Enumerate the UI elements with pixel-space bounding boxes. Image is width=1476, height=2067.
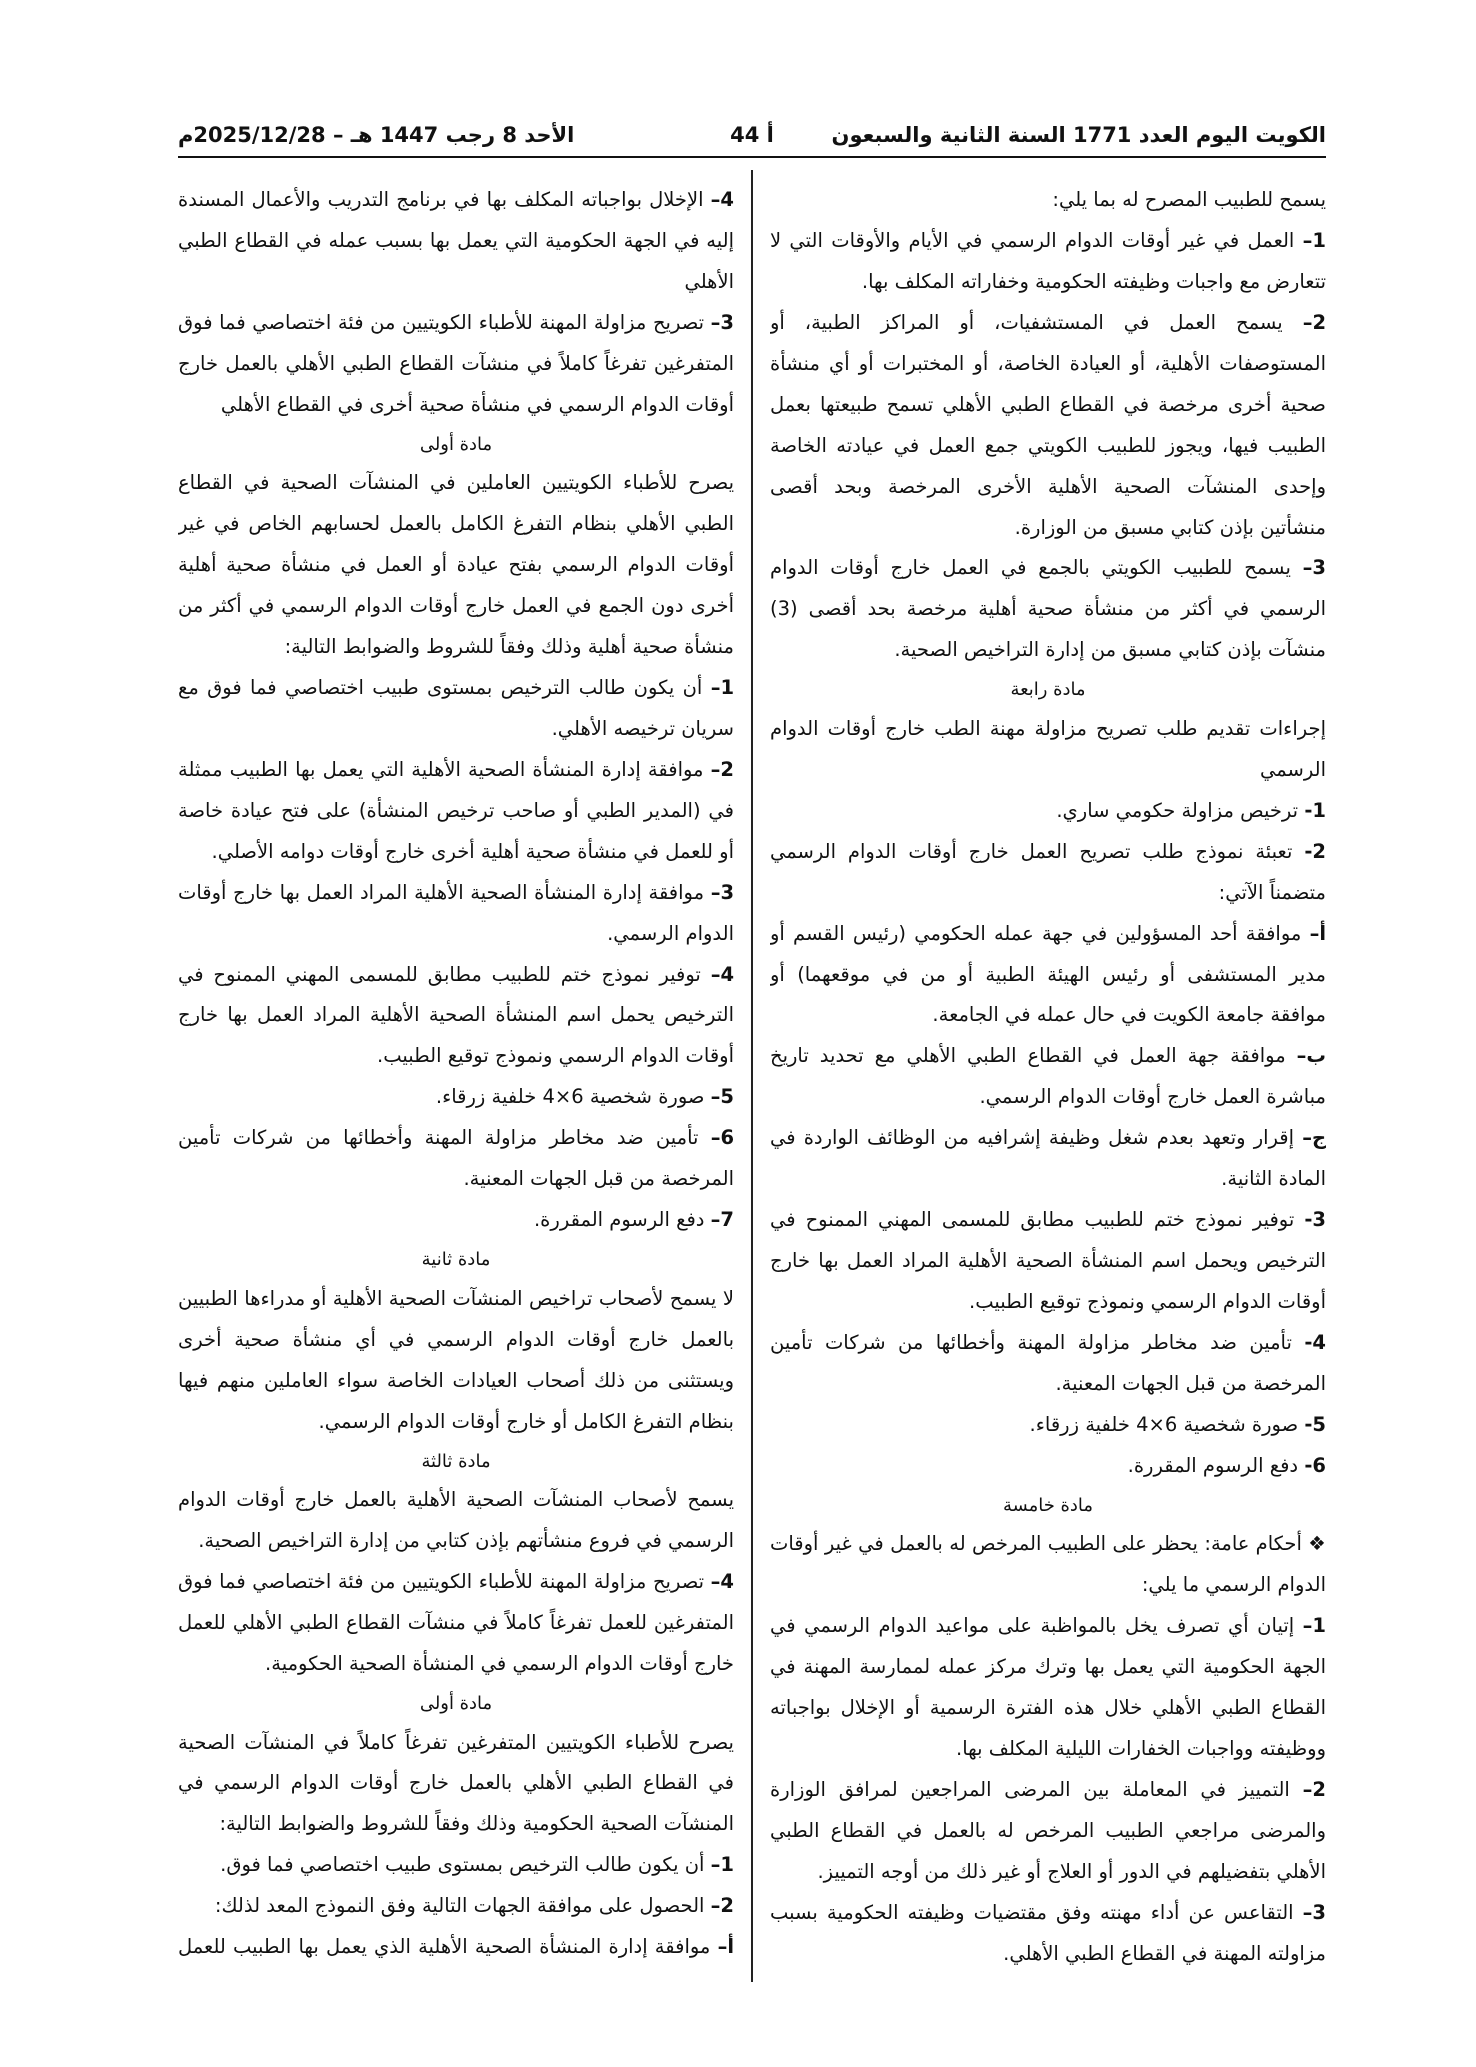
diamond-bullet-icon: ❖ bbox=[1308, 1532, 1326, 1556]
list-number: 6- bbox=[1304, 1453, 1326, 1477]
list-item-text: تصريح مزاولة المهنة للأطباء الكويتيين من فئة اختصاصي فما فوق المتفرغين للعمل تفرغاً كاملاً في منشآت القطاع الطبي الأهلي للعمل خارج أوقات الدوام الرسمي في المنشأة الصحية الحكومية. bbox=[178, 1570, 734, 1675]
list-number: 5– bbox=[710, 1085, 734, 1109]
article-heading: مادة أولى bbox=[419, 1692, 493, 1714]
list-item bbox=[178, 1200, 734, 1241]
column-divider bbox=[751, 170, 753, 1982]
list-number: 3- bbox=[1304, 1208, 1326, 1232]
list-item-text: تعبئة نموذج طلب تصريح العمل خارج أوقات الدوام الرسمي متضمناً الآتي: bbox=[770, 839, 1326, 904]
list-item bbox=[178, 1118, 734, 1200]
list-item-text: إقرار وتعهد بعدم شغل وظيفة إشرافيه من الوظائف الواردة في المادة الثانية. bbox=[770, 1126, 1326, 1191]
list-item-text: إتيان أي تصرف يخل بالمواظبة على مواعيد الدوام الرسمي في الجهة الحكومية التي يعمل بها وترك مركز عمله لممارسة المهنة في القطاع الطبي الأهلي خلال هذه الفترة الرسمية أو الإخلال بواجباته ووظيفته وواجبات الخفارات الليلية المكلف بها. bbox=[770, 1614, 1326, 1761]
right-column bbox=[770, 180, 1326, 2010]
list-number: 4- bbox=[1304, 1330, 1326, 1354]
list-item bbox=[770, 914, 1326, 1037]
article-heading: مادة خامسة bbox=[1003, 1494, 1093, 1516]
list-item bbox=[770, 1405, 1326, 1446]
page-number: أ 44 bbox=[730, 123, 774, 148]
list-item-text: دفع الرسوم المقررة. bbox=[533, 1208, 705, 1232]
list-item-text: تأمين ضد مخاطر مزاولة المهنة وأخطائها من شركات تأمين المرخصة من قبل الجهات المعنية. bbox=[770, 1330, 1326, 1395]
list-item bbox=[178, 1077, 734, 1118]
list-item-text: صورة شخصية bbox=[1183, 1412, 1299, 1436]
paragraph: يسمح للطبيب المصرح له بما يلي: bbox=[1052, 188, 1326, 211]
list-item bbox=[178, 303, 734, 426]
paragraph: لا يسمح لأصحاب تراخيص المنشآت الصحية الأهلية أو مدراءها الطبيين بالعمل خارج أوقات الدوام الرسمي في أي منشأة صحية أخرى ويستثنى من ذلك أصحاب العيادات الخاصة سواء العاملين منهم فيها بنظام التفرغ الكامل أو خارج أوقات الدوام الرسمي. bbox=[178, 1286, 734, 1433]
list-item bbox=[770, 791, 1326, 832]
list-item-text: أحكام عامة: يحظر على الطبيب المرخص له بالعمل في غير أوقات الدوام الرسمي ما يلي: bbox=[770, 1532, 1326, 1597]
list-number: ج– bbox=[1302, 1126, 1326, 1150]
list-number: ب– bbox=[1296, 1044, 1326, 1068]
list-number: 1– bbox=[710, 675, 734, 699]
list-number: 2- bbox=[1304, 839, 1326, 863]
list-number: 6– bbox=[710, 1126, 734, 1150]
photo-size: 4×6 bbox=[1136, 1412, 1178, 1436]
article-heading: مادة ثالثة bbox=[421, 1450, 491, 1472]
list-item-text: موافقة إدارة المنشأة الصحية الأهلية التي يعمل بها الطبيب ممثلة في (المدير الطبي أو صاحب ترخيص المنشأة) على فتح عيادة خاصة أو للعمل في منشأة صحية أهلية أخرى خارج أوقات دوامه الأصلي. bbox=[178, 757, 734, 863]
list-item bbox=[770, 1200, 1326, 1323]
list-item-text: موافقة إدارة المنشأة الصحية الأهلية المراد العمل بها خارج أوقات الدوام الرسمي. bbox=[178, 880, 734, 945]
list-number: 1– bbox=[1302, 1614, 1326, 1638]
list-item bbox=[178, 1845, 734, 1886]
list-item-text: يسمح العمل في المستشفيات، أو المراكز الطبية، أو المستوصفات الأهلية، أو العيادة الخاصة، أو المختبرات أو أي منشأة صحية أخرى مرخصة في القطاع الطبي الأهلي تسمح طبيعتها بعمل الطبيب فيها، ويجوز للطبيب الكويتي جمع العمل في عيادته الخاصة وإحدى المنشآت الصحية الأهلية الأخرى المرخصة وبحد أقصى منشأتين بإذن كتابي مسبق من الوزارة. bbox=[770, 310, 1326, 539]
list-item-text: ترخيص مزاولة حكومي ساري. bbox=[1056, 798, 1299, 822]
list-number: 3– bbox=[710, 310, 734, 334]
list-item bbox=[770, 1770, 1326, 1893]
list-number: 2– bbox=[1302, 1778, 1326, 1801]
list-item bbox=[178, 1927, 734, 1968]
list-number: 2– bbox=[710, 1894, 734, 1918]
article-heading: مادة أولى bbox=[419, 433, 493, 455]
list-item bbox=[178, 873, 734, 955]
list-item bbox=[770, 1118, 1326, 1200]
list-item bbox=[178, 750, 734, 873]
list-item-text: خلفية زرقاء. bbox=[1029, 1412, 1130, 1436]
article-heading: مادة ثانية bbox=[421, 1249, 491, 1271]
paragraph: يسمح لأصحاب المنشآت الصحية الأهلية بالعمل خارج أوقات الدوام الرسمي في فروع منشأتهم بإذن كتابي من إدارة التراخيص الصحية. bbox=[178, 1488, 734, 1553]
list-number: أ– bbox=[1309, 921, 1326, 945]
list-item-text: تأمين ضد مخاطر مزاولة المهنة وأخطائها من شركات تأمين المرخصة من قبل الجهات المعنية. bbox=[178, 1126, 734, 1191]
list-number: أ– bbox=[717, 1935, 734, 1959]
page-header bbox=[178, 116, 1326, 158]
list-item bbox=[770, 1893, 1326, 1975]
paragraph: يصرح للأطباء الكويتيين العاملين في المنشآت الصحية في القطاع الطبي الأهلي بنظام التفرغ الكامل بالعمل لحسابهم الخاص في غير أوقات الدوام الرسمي بفتح عيادة أو العمل في منشأة صحية أهلية أخرى دون الجمع في العمل خارج أوقات الدوام الرسمي في أكثر من منشأة صحية أهلية وذلك وفقاً للشروط والضوابط التالية: bbox=[178, 471, 734, 659]
list-item-text: الإخلال بواجباته المكلف بها في برنامج التدريب والأعمال المسندة إليه في الجهة الحكومية التي يعمل بها بسبب عمله في القطاع الطبي الأهلي bbox=[178, 188, 734, 293]
issue-info: الكويت اليوم العدد 1771 السنة الثانية والسبعون bbox=[831, 123, 1326, 148]
list-item-text: توفير نموذج ختم للطبيب مطابق للمسمى المهني الممنوح في الترخيص يحمل اسم المنشأة الصحية الأهلية المراد العمل بها خارج أوقات الدوام الرسمي ونموذج توقيع الطبيب. bbox=[178, 962, 734, 1068]
photo-size: 4×6 bbox=[542, 1085, 584, 1109]
list-item bbox=[770, 832, 1326, 914]
list-item bbox=[770, 221, 1326, 303]
list-item bbox=[770, 303, 1326, 549]
list-number: 4– bbox=[710, 1570, 734, 1594]
list-item bbox=[770, 1036, 1326, 1118]
list-item-text: خلفية زرقاء. bbox=[435, 1085, 537, 1109]
list-item-text: التمييز في المعاملة بين المرضى المراجعين لمرافق الوزارة والمرضى مراجعي الطبيب المرخص له بالعمل في القطاع الطبي الأهلي بتفضيلهم في الدور أو العلاج أو غير ذلك من أوجه التمييز. bbox=[770, 1778, 1326, 1883]
list-item-text: موافقة جهة العمل في القطاع الطبي الأهلي مع تحديد تاريخ مباشرة العمل خارج أوقات الدوام الرسمي. bbox=[770, 1044, 1326, 1109]
list-item bbox=[770, 1524, 1326, 1606]
list-item bbox=[178, 1562, 734, 1685]
list-item-text: دفع الرسوم المقررة. bbox=[1127, 1453, 1299, 1477]
list-item-text: التقاعس عن أداء مهنته وفق مقتضيات وظيفته الحكومية بسبب مزاولته المهنة في القطاع الطبي الأهلي. bbox=[770, 1900, 1326, 1965]
list-item-text: العمل في غير أوقات الدوام الرسمي في الأيام والأوقات التي لا تتعارض مع واجبات وظيفته الحكومية وخفاراته المكلف بها. bbox=[770, 228, 1326, 293]
left-column bbox=[178, 180, 734, 2010]
list-item-text: أن يكون طالب الترخيص بمستوى طبيب اختصاصي فما فوق مع سريان ترخيصه الأهلي. bbox=[178, 675, 734, 740]
list-item-text: أن يكون طالب الترخيص بمستوى طبيب اختصاصي فما فوق. bbox=[220, 1853, 705, 1877]
list-number: 5- bbox=[1304, 1412, 1326, 1436]
list-number: 7– bbox=[710, 1208, 734, 1232]
list-item-text: يسمح للطبيب الكويتي بالجمع في العمل خارج أوقات الدوام الرسمي في أكثر من منشأة صحية أهلية مرخصة بحد أقصى (3) منشآت بإذن كتابي مسبق من إدارة التراخيص الصحية. bbox=[770, 556, 1326, 662]
list-item bbox=[178, 1886, 734, 1927]
list-item-text: صورة شخصية bbox=[589, 1085, 705, 1109]
list-item bbox=[770, 1323, 1326, 1405]
list-number: 3– bbox=[1302, 1900, 1326, 1924]
list-number: 3– bbox=[710, 880, 734, 904]
list-number: 3– bbox=[1302, 556, 1326, 580]
list-number: 1– bbox=[1302, 228, 1326, 252]
list-item-text: توفير نموذج ختم للطبيب مطابق للمسمى المهني الممنوح في الترخيص ويحمل اسم المنشأة الصحية الأهلية المراد العمل بها خارج أوقات الدوام الرسمي ونموذج توقيع الطبيب. bbox=[770, 1208, 1326, 1314]
list-number: 4– bbox=[710, 962, 734, 986]
list-number: 1– bbox=[710, 1853, 734, 1877]
list-item bbox=[770, 1446, 1326, 1487]
list-number: 1- bbox=[1304, 798, 1326, 822]
list-item-text: تصريح مزاولة المهنة للأطباء الكويتيين من فئة اختصاصي فما فوق المتفرغين تفرغاً كاملاً في منشآت القطاع الطبي الأهلي بالعمل خارج أوقات الدوام الرسمي في منشأة صحية أخرى في القطاع الأهلي bbox=[178, 310, 734, 416]
list-number: 4– bbox=[710, 188, 734, 211]
issue-date: الأحد 8 رجب 1447 هـ – 2025/12/28م bbox=[178, 123, 575, 148]
list-item bbox=[770, 1606, 1326, 1770]
paragraph: إجراءات تقديم طلب تصريح مزاولة مهنة الطب خارج أوقات الدوام الرسمي bbox=[770, 716, 1326, 781]
list-item-text: الحصول على موافقة الجهات التالية وفق النموذج المعد لذلك: bbox=[214, 1894, 705, 1918]
paragraph: يصرح للأطباء الكويتيين المتفرغين تفرغاً كاملاً في المنشآت الصحية في القطاع الطبي الأهلي بالعمل خارج أوقات الدوام الرسمي في المنشآت الصحية الحكومية وذلك وفقاً للشروط والضوابط التالية: bbox=[178, 1730, 734, 1836]
list-item bbox=[178, 180, 734, 303]
list-item bbox=[178, 668, 734, 750]
article-heading: مادة رابعة bbox=[1010, 679, 1086, 701]
list-item bbox=[178, 955, 734, 1078]
list-number: 2– bbox=[1302, 310, 1326, 334]
list-number: 2– bbox=[710, 757, 734, 781]
list-item-text: موافقة إدارة المنشأة الصحية الأهلية الذي يعمل بها الطبيب للعمل bbox=[178, 1935, 711, 1959]
list-item-text: موافقة أحد المسؤولين في جهة عمله الحكومي (رئيس القسم أو مدير المستشفى أو رئيس الهيئة الطبية أو من في موقعهما) أو موافقة جامعة الكويت في حال عمله في الجامعة. bbox=[770, 921, 1326, 1027]
list-item bbox=[770, 548, 1326, 671]
